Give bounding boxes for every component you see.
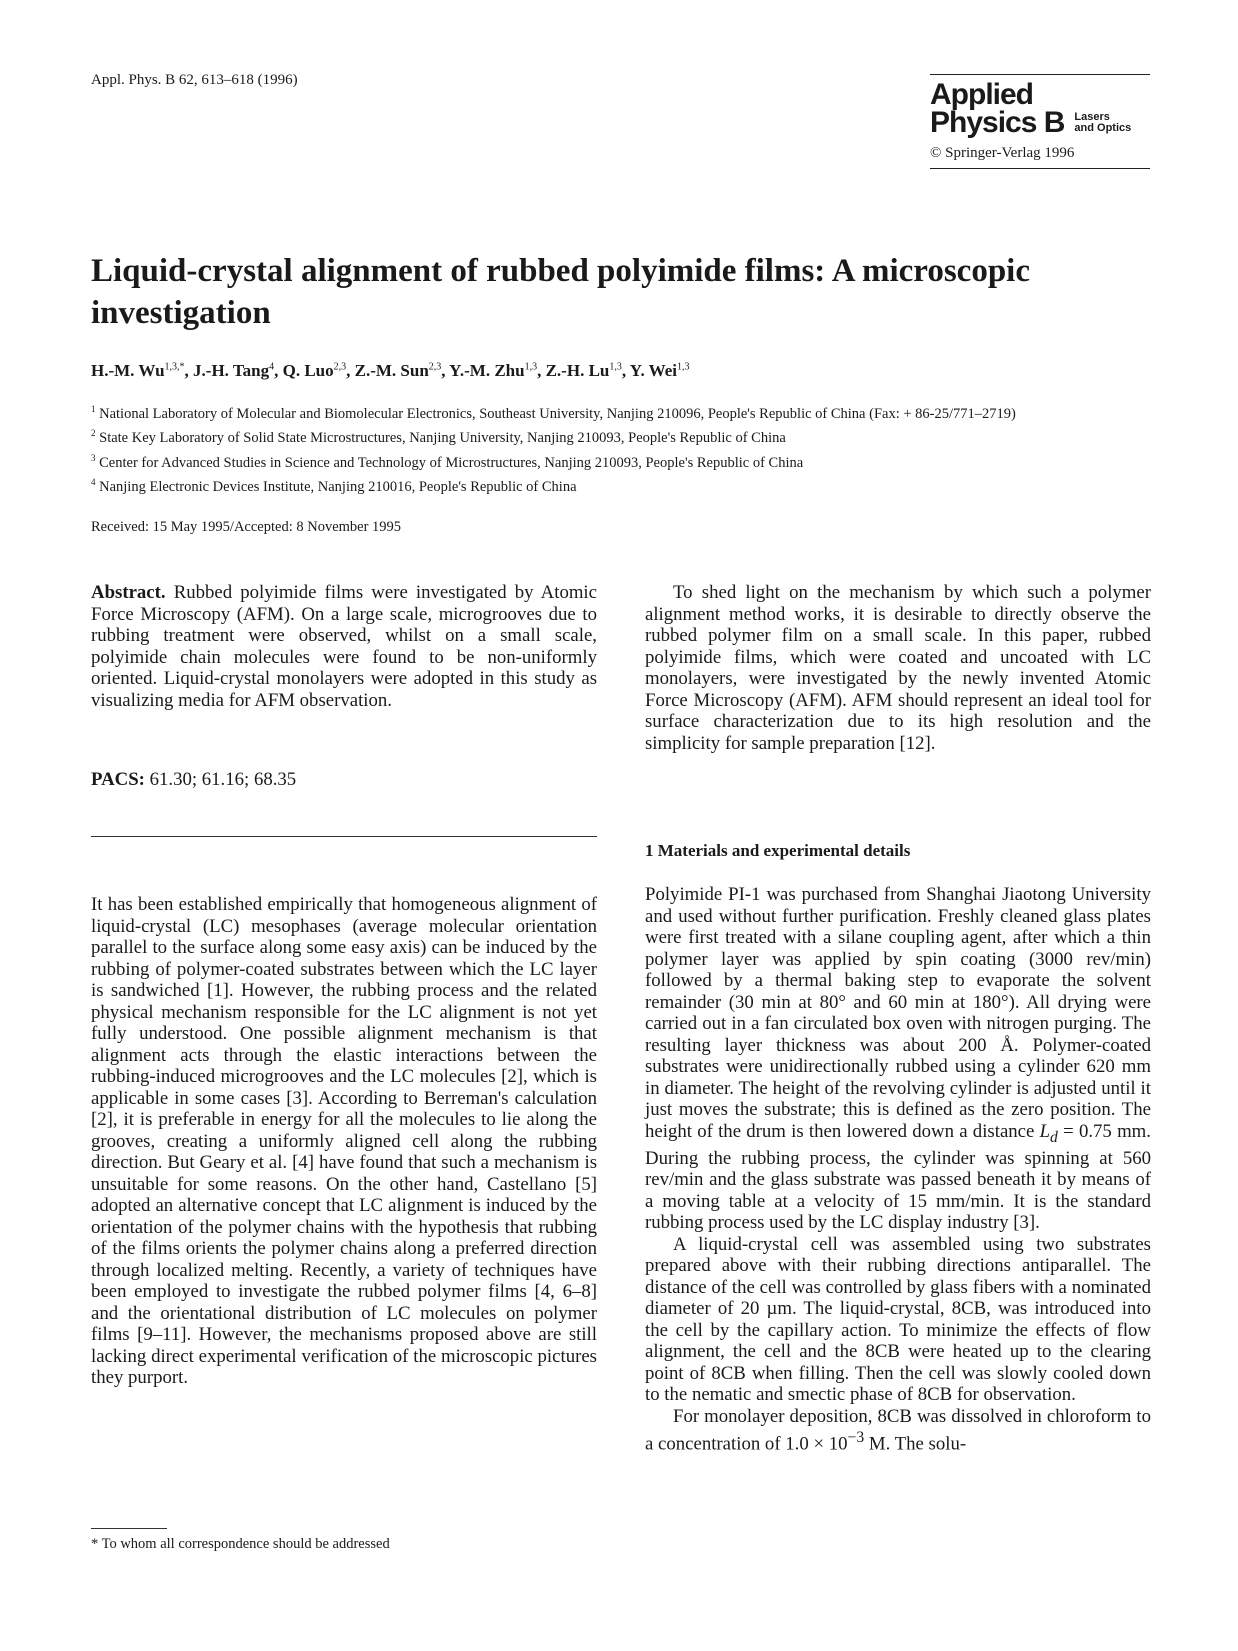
- abstract: [91, 582, 597, 711]
- logo-applied-text: Applied: [930, 78, 1033, 111]
- section-heading: 1 Materials and experimental details: [645, 841, 911, 860]
- received-dates: Received: 15 May 1995/Accepted: 8 November 1995: [91, 519, 402, 535]
- pacs-codes: [91, 769, 597, 791]
- materials-paragraph-2: A liquid-crystal cell was assembled using two substrates prepared above with their rubbing directions antiparallel. The distance of the cell was controlled by glass fibers with a nominated diameter of 20 µm. The liquid-crystal, 8CB, was introduced into the cell by the capillary action. To minimize the effects of flow alignment, the cell and the 8CB were heated up to the clearing point of 8CB when filling. Then the cell was slowly cooled down to the nematic and smectic phase of 8CB for observation.: [645, 1233, 1151, 1406]
- affiliation-item: $^1$ National Laboratory of Molecular and Biomolecular Electronics, Southeast University, Nanjing 210096, People's Republic of China (Fax: + 86-25/771–2719): [91, 404, 1016, 422]
- introduction-right: [645, 582, 1151, 754]
- affiliation-list: [91, 400, 1151, 497]
- abstract-text: Rubbed polyimide films were investigated by Atomic Force Microscopy (AFM). On a large scale, microgrooves due to rubbing treatment were observed, whilst on a small scale, polyimide chain molecules were found to be non-uniformly oriented. Liquid-crystal monolayers were adopted in this study as visualizing media for AFM observation.: [91, 582, 597, 711]
- abstract-separator: [91, 836, 597, 837]
- pacs-label: PACS:: [91, 769, 145, 790]
- logo-lasers-text: Lasers: [1074, 111, 1110, 123]
- paper-title: Liquid-crystal alignment of rubbed polyimide films: A microscopic investigation: [91, 253, 1031, 331]
- author: Z.-H. Lu$^{1,3}$: [545, 361, 622, 380]
- logo-top-rule: [930, 74, 1150, 75]
- journal-logo: [930, 74, 1150, 169]
- author: Y. Wei$^{1,3}$: [629, 361, 690, 380]
- logo-lasers-optics: [1074, 112, 1131, 134]
- author: H.-M. $Wu^{1,3,*}$: [91, 361, 185, 380]
- author: Q. Luo$^{2,3}$: [282, 361, 347, 380]
- affiliation-item: $^2$ State Key Laboratory of Solid State Microstructures, Nanjing University, Nanjing 210093, People's Republic of China: [91, 428, 786, 447]
- intro-paragraph: It has been established empirically that homogeneous alignment of liquid-crystal (LC) mesophases (average molecular orientation parallel to the surface along some easy axis) can be induced by the rubbing of polymer-coated substrates between which the LC layer is sandwiched [1]. However, the rubbing process and the related physical mechanism responsible for the LC alignment is not yet fully understood. One possible alignment mechanism is that alignment acts through the elastic interactions between the rubbing-induced microgrooves and the LC molecules [2], which is applicable in some cases [3]. According to Berreman's calculation [2], it is preferable in energy for all the molecules to lie along the grooves, creating a uniformly aligned cell along the rubbing direction. But Geary et al. [4] have found that such a mechanism is unsuitable for some reasons. On the other hand, Castellano [5] adopted an alternative concept that LC alignment is induced by the orientation of the polymer chains with the hypothesis that rubbing of the films orients the polymer chains along a preferred direction through localized melting. Recently, a variety of techniques have been employed to investigate the rubbed polymer films [4, 6–8] and the orientational distribution of LC molecules on polymer films [9–11]. However, the mechanisms proposed above are still lacking direct experimental verification of the microscopic pictures they purport.: [91, 894, 597, 1388]
- logo-bottom-rule: [930, 168, 1150, 169]
- materials-paragraph-3: For monolayer deposition, 8CB was dissolved in chloroform to a concentration of $1.0 \times 10^{-3}$ M. The solu-: [645, 1405, 1151, 1455]
- author: Y.-M. Zhu$^{1,3}$: [449, 361, 538, 380]
- affiliation-item: $^4$ Nanjing Electronic Devices Institute, Nanjing 210016, People's Republic of China: [91, 476, 577, 495]
- introduction-left: [91, 894, 597, 1389]
- author: J.-H. Tang$^4$: [193, 361, 275, 380]
- logo-physics-row: [930, 106, 1150, 139]
- author: Z.-M. Sun$^{2,3}$: [354, 361, 442, 380]
- abstract-label: Abstract.: [91, 582, 166, 603]
- copyright-notice: © Springer-Verlag 1996: [930, 145, 1075, 161]
- affiliation-item: $^3$ Center for Advanced Studies in Science and Technology of Microstructures, Nanjing 210093, People's Republic of China: [91, 452, 804, 471]
- footnote-rule: [91, 1528, 167, 1529]
- materials-section: [645, 884, 1151, 1455]
- pacs-text: 61.30; 61.16; 68.35: [144, 769, 297, 790]
- correspondence-footnote: * To whom all correspondence should be addressed: [91, 1536, 390, 1552]
- materials-paragraph-1: Polyimide PI-1 was purchased from Shanghai Jiaotong University and used without further purification. Freshly cleaned glass plates were first treated with a silane coupling agent, after which a thin polymer layer was applied by spin coating (3000 rev/min) followed by a thermal baking step to evaporate the solvent remainder (30 min at 80° and 60 min at 180°). All drying were carried out in a fan circulated box oven with nitrogen purging. The resulting layer thickness was about 200 Å. Polymer-coated substrates were unidirectionally rubbed using a cylinder 620 mm in diameter. The height of the revolving cylinder is adjusted until it just moves the substrate; this is defined as the zero position. The height of the drum is then lowered down a distance $L_d = 0.75$ mm. During the rubbing process, the cylinder was spinning at 560 rev/min and the glass substrate was passed beneath it by means of a moving table at a velocity of 15 mm/min. It is the standard rubbing process used by the LC display industry [3].: [645, 884, 1151, 1234]
- intro-paragraph-2: To shed light on the mechanism by which such a polymer alignment method works, it is desirable to directly observe the rubbed polymer film on a small scale. In this paper, rubbed polyimide films, which were coated and uncoated with LC monolayers, were investigated by the newly invented Atomic Force Microscopy (AFM). AFM should represent an ideal tool for surface characterization due to its high resolution and the simplicity for sample preparation [12].: [645, 582, 1151, 754]
- logo-physics-text: Physics B: [930, 106, 1065, 139]
- author-list: H.-M. $Wu^{1,3,*}$, J.-H. Tang$^4$, Q. Luo$^{2,3}$, Z.-M. Sun$^{2,3}$, Y.-M. Zhu$^{1,3}$, Z.-H. Lu$^{1,3}$, Y. Wei$^{1,3}$: [91, 361, 690, 380]
- logo-optics-text: and Optics: [1074, 122, 1132, 134]
- journal-citation: Appl. Phys. B 62, 613–618 (1996): [91, 72, 298, 88]
